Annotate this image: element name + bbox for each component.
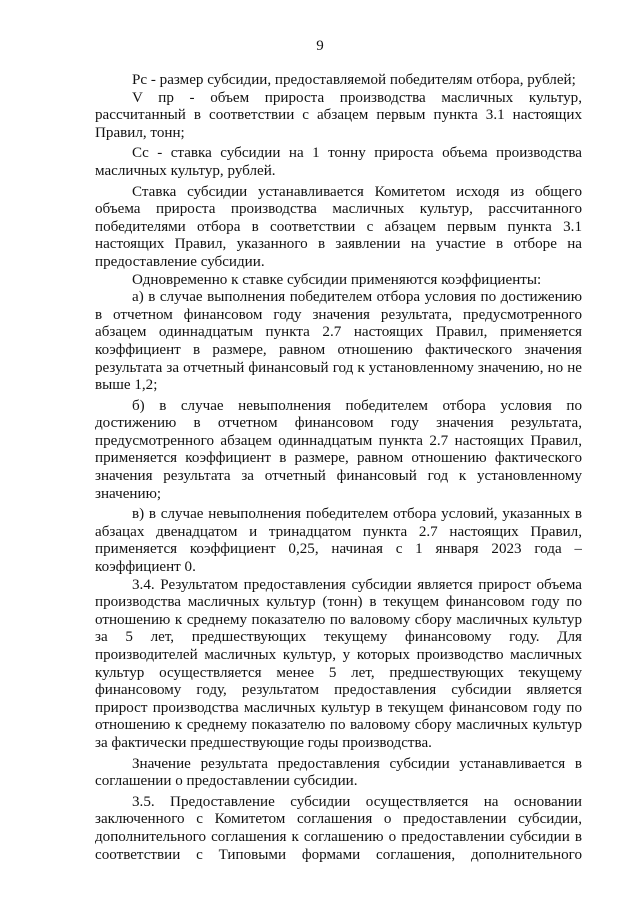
text-line: достижению в отчетном финансовом году значения результата, (95, 415, 582, 432)
text-line: результата за отчетный финансовый год к установленному значению, но не (95, 359, 582, 376)
text-line: Cс - ставка субсидии на 1 тонну прироста объема производства (132, 145, 582, 162)
text-line: соглашении о предоставлении субсидии. (95, 773, 358, 790)
text-line: Одновременно к ставке субсидии применяются коэффициенты: (132, 271, 542, 288)
text-line: финансовому году, результатом предоставления субсидии является (95, 682, 582, 699)
text-line: применяется коэффициент 0,25, начиная с 1 января 2023 года – (95, 541, 582, 558)
text-line: Значение результата предоставления субсидии устанавливается в (132, 755, 582, 772)
text-line: масличных культур, рублей. (95, 162, 276, 179)
text-line: за фактически предшествующие годы производства. (95, 734, 432, 751)
text-line: соответствии с Типовыми формами соглашения, дополнительного (95, 846, 582, 863)
text-line: выше 1,2; (95, 377, 158, 394)
text-line: коэффициент в размере, равном отношению фактического значения (95, 341, 582, 358)
text-line: значению; (95, 485, 162, 502)
text-line: 3.5. Предоставление субсидии осуществляется на основании (132, 793, 582, 810)
text-line: значения результата за отчетный финансовый год к установленному (95, 468, 582, 485)
text-line: Правил, тонн; (95, 124, 185, 141)
text-line: объема прироста производства масличных культур, рассчитанного (95, 201, 582, 218)
text-line: абзацем одиннадцатым пункта 2.7 настоящих Правил, применяется (95, 324, 582, 341)
text-line: б) в случае невыполнения победителем отбора условия по (132, 397, 582, 414)
text-line: применяется коэффициент в размере, равном отношению фактического (95, 450, 582, 467)
text-line: предоставление субсидии. (95, 253, 265, 270)
text-line: рассчитанный в соответствии с абзацем первым пункта 3.1 настоящих (95, 107, 582, 124)
document-body (95, 72, 582, 864)
text-line: дополнительного соглашения к соглашению о предоставлении субсидии в (95, 828, 582, 845)
text-line: заключенного с Комитетом соглашения о предоставлении субсидии, (95, 811, 582, 828)
text-line: Ставка субсидии устанавливается Комитетом исходя из общего (132, 183, 582, 200)
text-line: отношению к среднему показателю по валовому сбору масличных культур (95, 717, 582, 734)
text-line: а) в случае выполнения победителем отбора условия по достижению (132, 289, 582, 306)
text-line: победителями отбора в соответствии с абзацем первым пункта 3.1 (95, 218, 582, 235)
page-number: 9 (316, 38, 324, 54)
text-line: за 5 лет, предшествующих текущему финансовому году. Для (95, 629, 582, 646)
text-line: в отчетном финансовом году значения результата, предусмотренного (95, 306, 582, 323)
text-line: производителей масличных культур, у которых производство масличных (95, 647, 582, 663)
text-line: в) в случае невыполнения победителем отбора условий, указанных в (132, 506, 582, 523)
text-line: V пр - объем прироста производства масличных культур, (132, 89, 582, 106)
text-line: культур осуществляется менее 5 лет, предшествующих текущему (95, 664, 582, 681)
text-line: 3.4. Результатом предоставления субсидии является прирост объема (132, 576, 582, 593)
text-line: отношению к среднему показателю по валовому сбору масличных культур (95, 611, 582, 628)
text-line: настоящих Правил, указанного в заявлении на участие в отборе на (95, 236, 582, 253)
text-line: коэффициент 0. (95, 559, 196, 576)
text-line: абзацах двенадцатом и тринадцатом пункта 2.7 настоящих Правил, (95, 523, 582, 540)
text-line: производства масличных культур (тонн) в текущем финансовом году по (95, 594, 582, 611)
text-line: прирост производства масличных культур в текущем финансовом году по (95, 699, 582, 716)
text-line: предусмотренного абзацем одиннадцатым пункта 2.7 настоящих Правил, (95, 432, 582, 449)
text-line: Pс - размер субсидии, предоставляемой победителям отбора, рублей; (132, 72, 576, 88)
